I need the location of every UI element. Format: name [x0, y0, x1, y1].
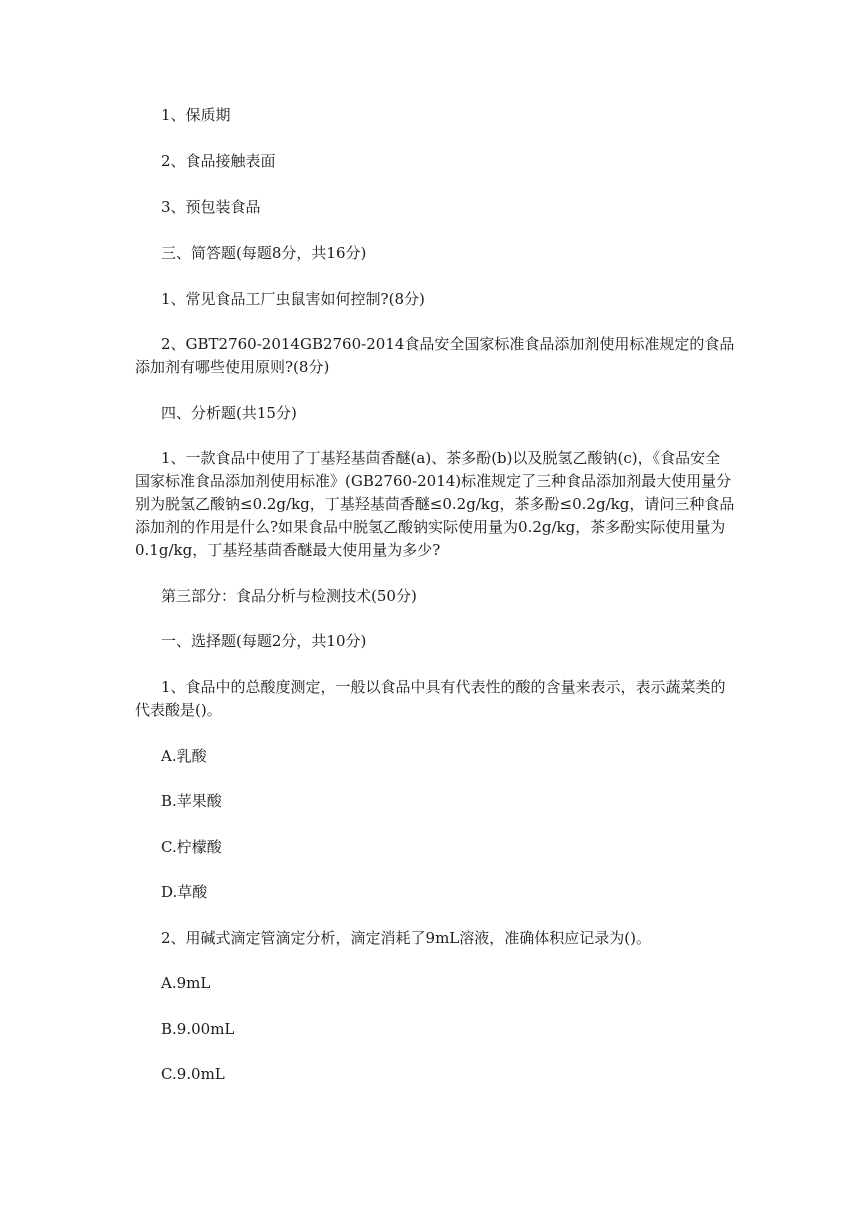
short-answer-question-2: 2、GBT2760-2014GB2760-2014食品安全国家标准食品添加剂使用标准规定的食品添加剂有哪些使用原则?(8分) — [135, 335, 735, 376]
section-heading-short-answer: 三、简答题(每题8分，共16分) — [161, 244, 367, 262]
choice-question-2: 2、用碱式滴定管滴定分析，滴定消耗了9mL溶液，准确体积应记录为()。 — [161, 929, 651, 947]
section-heading-multiple-choice: 一、选择题(每题2分，共10分) — [161, 632, 367, 650]
q1-option-d: D.草酸 — [161, 883, 208, 901]
definition-item-2: 2、食品接触表面 — [161, 152, 276, 170]
part-heading-food-analysis: 第三部分：食品分析与检测技术(50分) — [161, 587, 417, 605]
choice-question-1: 1、食品中的总酸度测定，一般以食品中具有代表性的酸的含量来表示，表示蔬菜类的代表酸是()。 — [135, 678, 726, 719]
q2-option-a: A.9mL — [161, 974, 211, 992]
definition-item-3: 3、预包装食品 — [161, 198, 261, 216]
q2-option-b: B.9.00mL — [161, 1020, 235, 1038]
analysis-question-1: 1、一款食品中使用了丁基羟基茴香醚(a)、茶多酚(b)以及脱氢乙酸钠(c)，《食品安全国家标准食品添加剂使用标准》(GB2760-2014)标准规定了三种食品添加剂最大使用量分别为脱氢乙酸钠≤0.2g/kg，丁基羟基茴香醚≤0.2g/kg，茶多酚≤0.2g/kg，请问三种食品添加剂的作用是什么?如果食品中脱氢乙酸钠实际使用量为0.2g/kg，茶多酚实际使用量为0.1g/kg，丁基羟基茴香醚最大使用量为多少? — [135, 449, 735, 559]
q1-option-c: C.柠檬酸 — [161, 838, 222, 856]
section-heading-analysis: 四、分析题(共15分) — [161, 404, 297, 422]
q2-option-c: C.9.0mL — [161, 1065, 225, 1083]
definition-item-1: 1、保质期 — [161, 106, 231, 124]
short-answer-question-1: 1、常见食品工厂虫鼠害如何控制?(8分) — [161, 290, 425, 308]
q1-option-b: B.苹果酸 — [161, 792, 222, 810]
q1-option-a: A.乳酸 — [161, 747, 207, 765]
